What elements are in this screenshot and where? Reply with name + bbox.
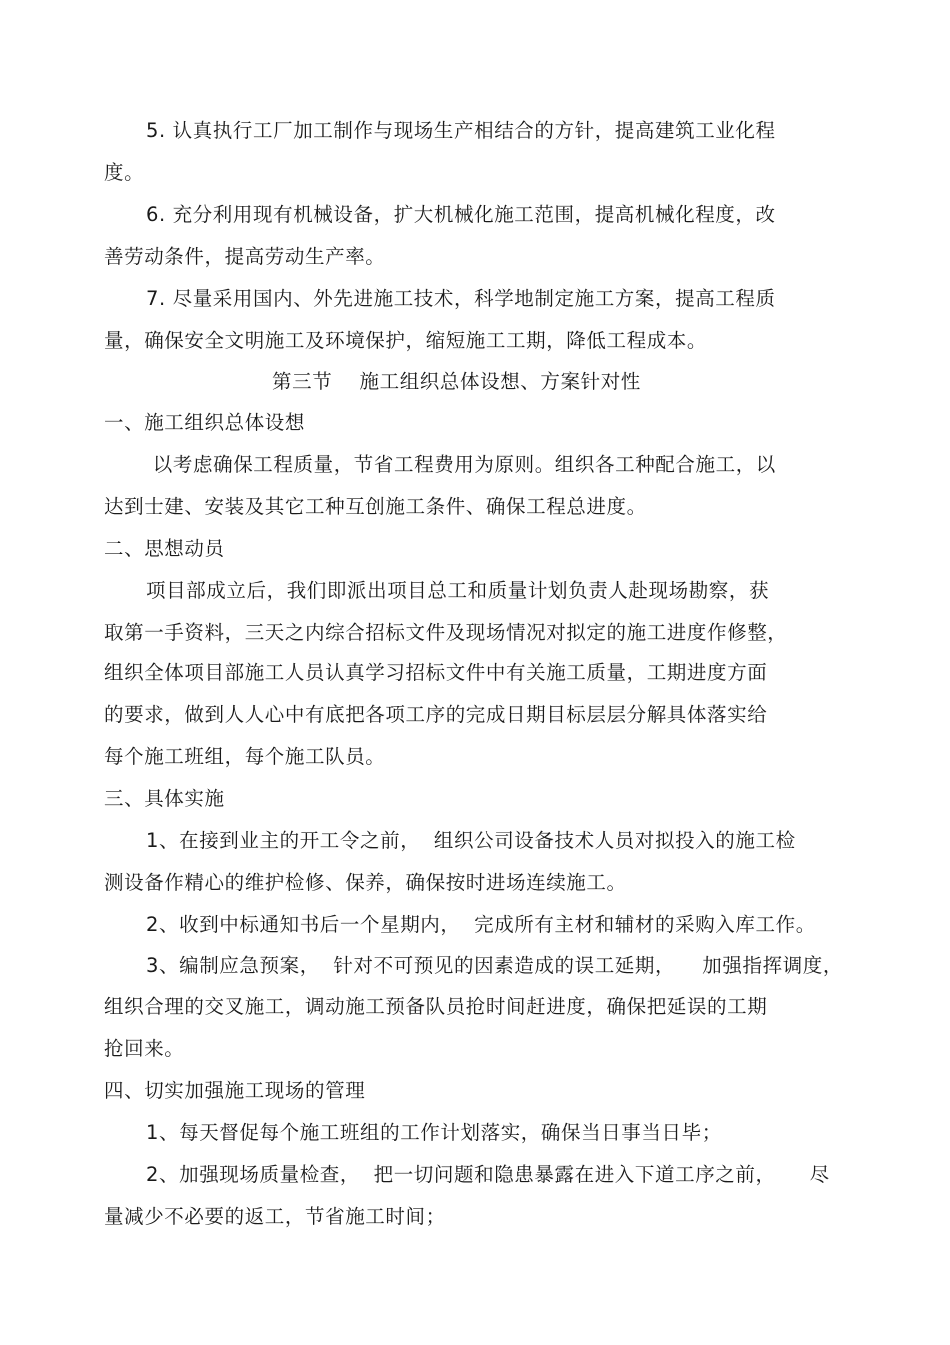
- subsection-heading: 一、施工组织总体设想: [104, 411, 306, 434]
- subsection-heading: 四、切实加强施工现场的管理: [104, 1079, 366, 1102]
- text-line: 1、每天督促每个施工班组的工作计划落实，确保当日事当日毕；: [146, 1121, 722, 1144]
- text-line: 善劳动条件，提高劳动生产率。: [104, 245, 386, 268]
- text-line: 2、加强现场质量检查， 把一切问题和隐患暴露在进入下道工序之前， 尽: [146, 1163, 830, 1186]
- text-line: 量，确保安全文明施工及环境保护，缩短施工工期，降低工程成本。: [104, 329, 708, 352]
- text-line: 项目部成立后，我们即派出项目总工和质量计划负责人赴现场勘察，获: [146, 579, 770, 602]
- text-line: 抢回来。: [104, 1037, 185, 1060]
- text-line: 7. 尽量采用国内、外先进施工技术，科学地制定施工方案，提高工程质: [146, 287, 776, 310]
- text-line: 每个施工班组，每个施工队员。: [104, 745, 386, 768]
- text-line: 测设备作精心的维护检修、保养，确保按时进场连续施工。: [104, 871, 627, 894]
- subsection-heading: 二、思想动员: [104, 537, 225, 560]
- text-line: 组织合理的交叉施工，调动施工预备队员抢时间赶进度，确保把延误的工期: [104, 995, 768, 1018]
- text-line: 以考虑确保工程质量，节省工程费用为原则。组织各工种配合施工，以: [146, 453, 776, 476]
- subsection-heading: 三、具体实施: [104, 787, 225, 810]
- text-line: 2、收到中标通知书后一个星期内， 完成所有主材和辅材的采购入库工作。: [146, 913, 816, 936]
- text-line: 1、在接到业主的开工令之前， 组织公司设备技术人员对拟投入的施工检: [146, 829, 796, 852]
- text-line: 量减少不必要的返工，节省施工时间；: [104, 1205, 446, 1228]
- text-line: 取第一手资料，三天之内综合招标文件及现场情况对拟定的施工进度作修整，: [104, 621, 788, 644]
- section-heading: 第三节 施工组织总体设想、方案针对性: [272, 370, 641, 393]
- text-line: 6. 充分利用现有机械设备，扩大机械化施工范围，提高机械化程度，改: [146, 203, 776, 226]
- text-line: 3、编制应急预案， 针对不可预见的因素造成的误工延期， 加强指挥调度，: [146, 954, 843, 977]
- text-line: 达到士建、安装及其它工种互创施工条件、确保工程总进度。: [104, 495, 647, 518]
- text-line: 5. 认真执行工厂加工制作与现场生产相结合的方针，提高建筑工业化程: [146, 119, 776, 142]
- text-line: 组织全体项目部施工人员认真学习招标文件中有关施工质量，工期进度方面: [104, 661, 768, 684]
- text-line: 度。: [104, 161, 145, 184]
- text-line: 的要求，做到人人心中有底把各项工序的完成日期目标层层分解具体落实给: [104, 703, 768, 726]
